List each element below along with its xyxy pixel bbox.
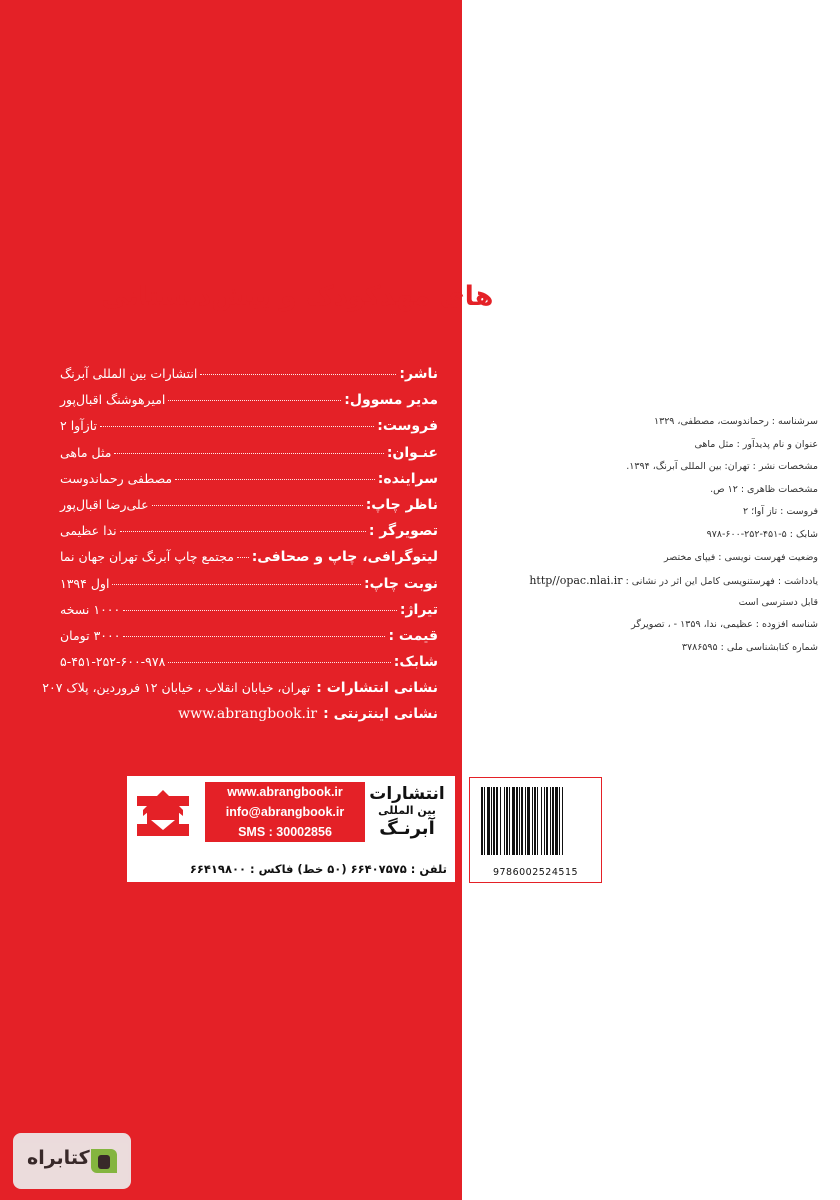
colophon-label: لیتوگرافی، چاپ و صحافی: <box>251 549 438 566</box>
email-text[interactable]: info@abrangbook.ir <box>225 805 345 819</box>
colophon-label: مدیر مسوول: <box>344 392 438 409</box>
catalog-line: شناسه افزوده : عظیمی، ندا، ۱۳۵۹ - ، تصویرگر <box>631 619 818 631</box>
colophon-row <box>60 445 438 471</box>
leader-dots <box>152 505 363 506</box>
colophon-row <box>60 366 438 392</box>
leader-dots <box>168 400 341 401</box>
colophon-row <box>60 549 438 575</box>
colophon-row <box>60 654 438 680</box>
barcode-icon <box>480 787 591 855</box>
publisher-ad-box <box>127 776 455 882</box>
catalog-line: فروست : تاز آوا؛ ۲ <box>742 506 818 518</box>
headline <box>101 272 750 322</box>
leader-dots <box>114 453 383 454</box>
leader-dots <box>123 636 385 637</box>
colophon-row <box>60 602 438 628</box>
colophon-value: اول ۱۳۹۴ <box>60 575 110 591</box>
colophon-label: ناظر چاپ: <box>365 496 438 513</box>
leader-dots <box>123 610 397 611</box>
publisher-brand <box>367 784 447 840</box>
colophon <box>42 366 438 733</box>
ketabrah-text: کتابراه <box>27 1147 90 1169</box>
colophon-row <box>60 523 438 549</box>
colophon-value: مجتمع چاپ آبرنگ تهران جهان نما <box>60 549 234 565</box>
catalog-note <box>498 574 818 597</box>
colophon-label: قیمت : <box>388 627 438 644</box>
brand-line-2: بین المللی <box>378 804 436 817</box>
ketabrah-watermark <box>13 1133 131 1189</box>
catalog-note-continued: قابل دسترسی است <box>738 596 818 608</box>
colophon-label: شابک: <box>393 654 438 671</box>
colophon-label: تصویرگر : <box>368 523 438 540</box>
colophon-value: ۵-۴۵۱-۲۵۲-۶۰۰-۹۷۸ <box>60 654 166 670</box>
catalog-line: شابک : ۵-۴۵۱-۲۵۲-۶۰۰-۹۷۸ <box>706 528 818 540</box>
publisher-logo-icon <box>133 780 193 840</box>
colophon-label: تیراژ: <box>399 601 438 618</box>
colophon-row <box>60 628 438 654</box>
catalog-line: مشخصات ظاهری : ۱۲ ص. <box>710 483 818 495</box>
headline-part-white: ناشر تخصصی کتاب‌ <box>493 281 750 312</box>
ketabrah-logo-icon <box>87 1145 119 1177</box>
colophon-label: ناشر: <box>399 366 438 382</box>
colophon-row <box>60 471 438 497</box>
leader-dots <box>112 584 361 585</box>
colophon-value: انتشارات بین المللی آبرنگ <box>60 366 198 381</box>
colophon-label: سراینده: <box>377 470 438 487</box>
colophon-value: علی‌رضا اقبال‌پور <box>60 496 149 512</box>
sms-text: SMS : 30002856 <box>238 825 332 839</box>
headline-part-red: های مهدکودک و پیش‌دبستانی <box>101 281 494 312</box>
barcode-number: 9786002524515 <box>492 867 579 878</box>
colophon-value: مثل ماهی <box>60 444 112 460</box>
colophon-label: نشانی انتشارات : <box>316 680 438 697</box>
colophon-value: مصطفی رحماندوست <box>60 470 173 486</box>
colophon-row <box>60 392 438 418</box>
colophon-label: فروست: <box>377 418 438 435</box>
colophon-value: امیرهوشنگ اقبال‌پور <box>60 392 166 408</box>
catalog-line: شماره کتابشناسی ملی : ۳۷۸۶۵۹۵ <box>681 641 818 653</box>
phone-fax-text: تلفن : ۶۶۴۰۷۵۷۵ (۵۰ خط) فاکس : ۶۶۴۱۹۸۰۰ <box>189 862 447 876</box>
leader-dots <box>237 557 249 558</box>
leader-dots <box>100 426 374 427</box>
colophon-row <box>60 497 438 523</box>
colophon-row <box>60 576 438 602</box>
colophon-label: عنـوان: <box>386 444 438 461</box>
catalog-line: وضعیت فهرست نویسی : فیپای مختصر <box>664 551 818 563</box>
leader-dots <box>168 662 390 663</box>
colophon-value: تازآوا ۲ <box>60 418 97 434</box>
catalog-note-label: یادداشت : فهرستنویسی کامل این اثر در نشانی : <box>625 576 818 588</box>
colophon-value[interactable]: www.abrangbook.ir <box>178 706 318 723</box>
barcode-box <box>469 777 602 883</box>
website-text[interactable]: www.abrangbook.ir <box>227 785 343 799</box>
catalog-line: سرشناسه : رحماندوست، مصطفی، ۱۳۲۹ <box>653 416 818 427</box>
colophon-value: ندا عظیمی <box>60 523 117 539</box>
colophon-row <box>60 418 438 444</box>
brand-line-1: انتشارات <box>369 784 445 804</box>
colophon-label: نوبت چاپ: <box>364 575 438 592</box>
brand-line-3: آبرنـگ <box>379 818 435 839</box>
colophon-row <box>42 680 438 706</box>
colophon-row <box>60 706 438 732</box>
catalog-info <box>498 416 818 665</box>
leader-dots <box>120 531 366 532</box>
catalog-line: عنوان و نام پدیدآور : مثل ماهی <box>694 438 818 450</box>
colophon-value: ۳۰۰۰ تومان <box>60 627 121 643</box>
colophon-value: تهران، خیابان انقلاب ، خیابان ۱۲ فروردین، پلاک ۲۰۷ <box>42 680 311 696</box>
leader-dots <box>175 479 375 480</box>
colophon-label: نشانی اینترنتی : <box>323 706 438 723</box>
catalog-line: مشخصات نشر : تهران: بین المللی آبرنگ، ۱۳۹۴. <box>626 461 818 473</box>
colophon-value: ۱۰۰۰ نسخه <box>60 601 121 617</box>
leader-dots <box>200 374 396 375</box>
contact-box <box>205 782 365 842</box>
catalog-note-url[interactable]: http//opac.nlai.ir <box>529 574 623 588</box>
